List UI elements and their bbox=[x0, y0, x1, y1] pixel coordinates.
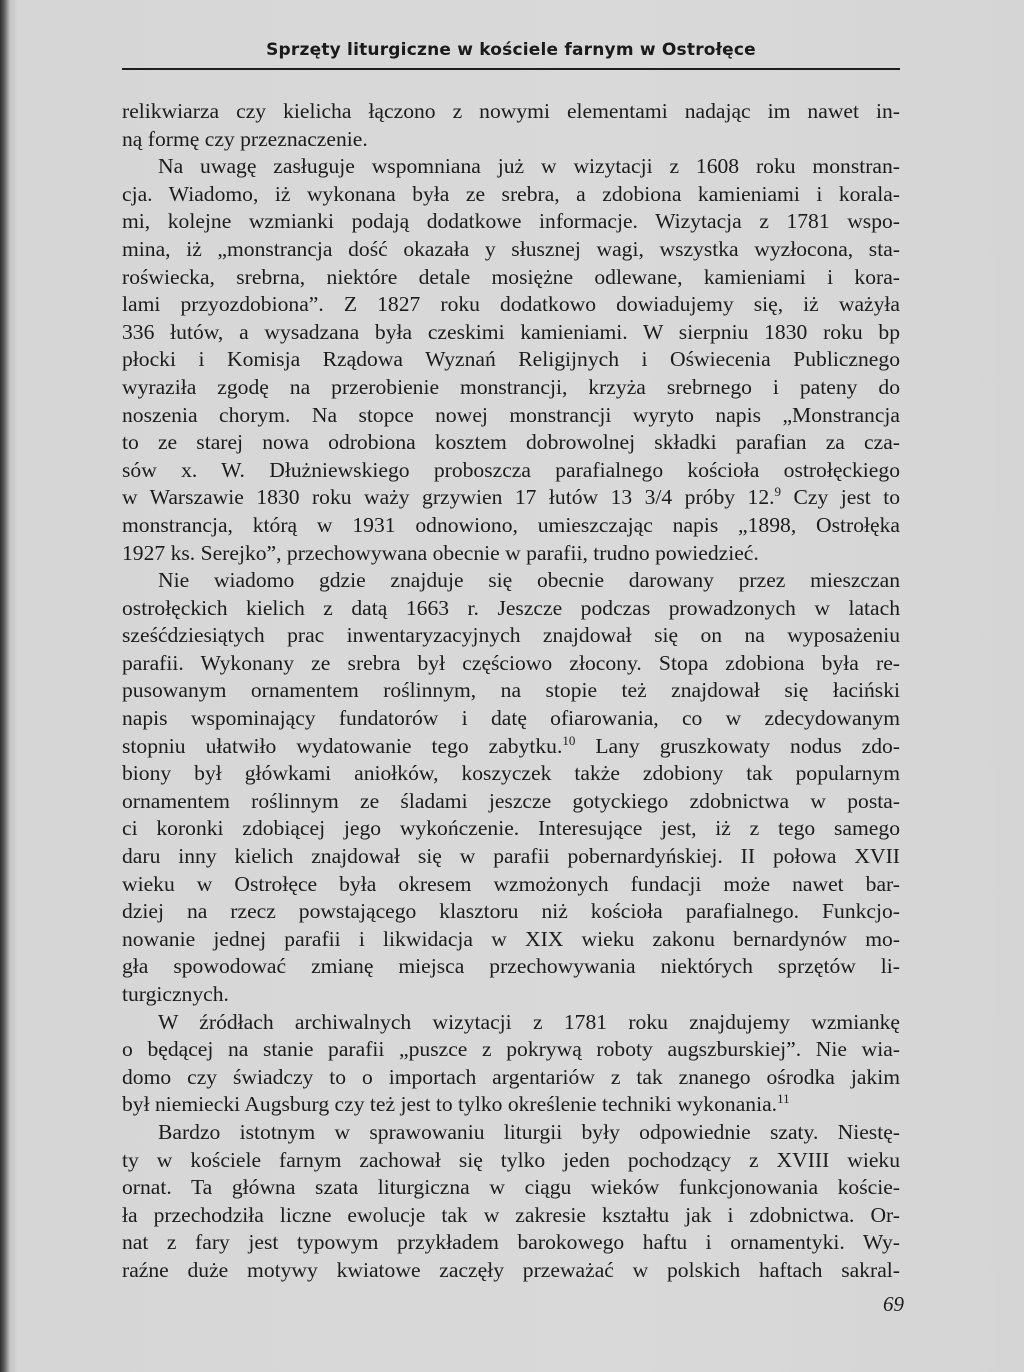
text-line bbox=[122, 264, 900, 292]
footnote-ref: 11 bbox=[777, 1091, 790, 1107]
line-text: ornamentem roślinnym ze śladami jeszcze gotyckiego zdobnictwa w posta- bbox=[122, 788, 900, 813]
text-line bbox=[122, 1036, 900, 1064]
line-text: ła przechodziła liczne ewolucje tak w zakresie kształtu jak i zdobnictwa. Or- bbox=[122, 1202, 900, 1227]
footnote-ref: 10 bbox=[562, 732, 576, 748]
line-text: daru inny kielich znajdował się w parafii pobernardyńskiej. II połowa XVII bbox=[122, 844, 900, 869]
text-line bbox=[122, 953, 900, 981]
text-line bbox=[122, 926, 900, 954]
line-text: ną formę czy przeznaczenie. bbox=[122, 126, 368, 151]
text-line bbox=[122, 429, 900, 457]
text-line bbox=[122, 1202, 900, 1230]
line-text: mina, iż „monstrancja dość okazała y słusznej wagi, wszystka wyzłocona, sta- bbox=[122, 236, 900, 261]
line-text: Na uwagę zasługuje wspomniana już w wizytacji z 1608 roku monstran- bbox=[158, 154, 900, 179]
line-text: nat z fary jest typowym przykładem barokowego haftu i ornamentyki. Wy- bbox=[122, 1230, 900, 1255]
line-text: ci koronki zdobiącej jego wykończenie. Interesujące jest, iż z tego samego bbox=[122, 816, 900, 841]
line-text: 336 łutów, a wysadzana była czeskimi kamieniami. W sierpniu 1830 roku bp bbox=[122, 319, 900, 344]
text-line bbox=[122, 733, 900, 761]
text-line bbox=[122, 291, 900, 319]
text-line bbox=[122, 1147, 900, 1175]
text-line bbox=[122, 981, 900, 1009]
line-text: 1927 ks. Serejko”, przechowywana obecnie w parafii, trudno powiedzieć. bbox=[122, 540, 759, 565]
line-text: parafii. Wykonany ze srebra był częściowo złocony. Stopa zdobiona była re- bbox=[122, 650, 900, 675]
line-text: to ze starej nowa odrobiona kosztem dobrowolnej składki parafian za cza- bbox=[122, 430, 900, 455]
text-line bbox=[122, 402, 900, 430]
text-line bbox=[122, 457, 900, 485]
text-line bbox=[122, 898, 900, 926]
line-text: pusowanym ornamentem roślinnym, na stopie też znajdował się łaciński bbox=[122, 678, 900, 703]
page-number: 69 bbox=[883, 1292, 904, 1316]
text-line bbox=[122, 484, 900, 512]
line-text: lami przyozdobiona”. Z 1827 roku dodatkowo dowiadujemy się, iż ważyła bbox=[122, 292, 900, 317]
line-text: płocki i Komisja Rządowa Wyznań Religijnych i Oświecenia Publicznego bbox=[122, 347, 900, 372]
line-text: monstrancja, którą w 1931 odnowiono, umieszczając napis „1898, Ostrołęka bbox=[122, 512, 900, 537]
text-line bbox=[122, 540, 900, 568]
text-line bbox=[122, 650, 900, 678]
line-text-continued: Czy jest to bbox=[781, 485, 900, 510]
text-line bbox=[122, 871, 900, 899]
text-line bbox=[122, 1091, 900, 1119]
text-line bbox=[122, 1257, 900, 1285]
line-text: dziej na rzecz powstającego klasztoru niż kościoła parafialnego. Funkcjo- bbox=[122, 899, 900, 924]
text-line bbox=[122, 319, 900, 347]
line-text: gła spowodować zmianę miejsca przechowywania niektórych sprzętów li- bbox=[122, 954, 900, 979]
text-line bbox=[122, 98, 900, 126]
line-text: ostrołęckich kielich z datą 1663 r. Jeszcze podczas prowadzonych w latach bbox=[122, 595, 900, 620]
line-text: ornat. Ta główna szata liturgiczna w ciągu wieków funkcjonowania koście- bbox=[122, 1175, 900, 1200]
text-line bbox=[122, 126, 900, 154]
text-line bbox=[122, 1119, 900, 1147]
running-header: Sprzęty liturgiczne w kościele farnym w Ostrołęce bbox=[266, 40, 756, 60]
text-line bbox=[122, 815, 900, 843]
line-text: Bardzo istotnym w sprawowaniu liturgii były odpowiednie szaty. Niestę- bbox=[158, 1119, 900, 1144]
line-text: domo czy świadczy to o importach argentariów z tak znanego ośrodka jakim bbox=[122, 1064, 900, 1089]
line-text: mi, kolejne wzmianki podają dodatkowe informacje. Wizytacja z 1781 wspo- bbox=[122, 209, 900, 234]
line-text: w Warszawie 1830 roku waży grzywien 17 łutów 13 3/4 próby 12. bbox=[122, 485, 775, 510]
line-text: napis wspominający fundatorów i datę ofiarowania, co w zdecydowanym bbox=[122, 706, 900, 731]
line-text: noszenia chorym. Na stopce nowej monstrancji wyryto napis „Monstrancja bbox=[122, 402, 900, 427]
line-text: sześćdziesiątych prac inwentaryzacyjnych znajdował się on na wyposażeniu bbox=[122, 623, 900, 648]
text-line bbox=[122, 843, 900, 871]
line-text: biony był główkami aniołków, koszyczek także zdobiony tak popularnym bbox=[122, 761, 900, 786]
line-text: był niemiecki Augsburg czy też jest to tylko określenie techniki wykonania. bbox=[122, 1092, 778, 1117]
body-text bbox=[122, 98, 900, 1285]
line-text: turgicznych. bbox=[122, 982, 229, 1006]
line-text: nowanie jednej parafii i likwidacja w XIX wieku zakonu bernardynów mo- bbox=[122, 926, 900, 951]
text-line bbox=[122, 1229, 900, 1257]
line-text: relikwiarza czy kielicha łączono z nowymi elementami nadając im nawet in- bbox=[122, 99, 900, 123]
text-line bbox=[122, 512, 900, 540]
text-line bbox=[122, 1064, 900, 1092]
line-text: wyraziła zgodę na przerobienie monstrancji, krzyża srebrnego i pateny do bbox=[122, 374, 900, 399]
text-line bbox=[122, 346, 900, 374]
text-line bbox=[122, 705, 900, 733]
line-text: cja. Wiadomo, iż wykonana była ze srebra, a zdobiona kamieniami i korala- bbox=[122, 181, 900, 206]
text-line bbox=[122, 567, 900, 595]
text-line bbox=[122, 181, 900, 209]
line-text: W źródłach archiwalnych wizytacji z 1781 roku znajdujemy wzmiankę bbox=[158, 1009, 900, 1034]
text-line bbox=[122, 760, 900, 788]
text-line bbox=[122, 788, 900, 816]
line-text: roświecka, srebrna, niektóre detale mosiężne odlewane, kamieniami i kora- bbox=[122, 264, 900, 289]
line-text: raźne duże motywy kwiatowe zaczęły przeważać w polskich haftach sakral- bbox=[122, 1257, 900, 1282]
line-text: stopniu ułatwiło wydatowanie tego zabytku. bbox=[122, 733, 563, 758]
text-line bbox=[122, 622, 900, 650]
line-text: o będącej na stanie parafii „puszce z pokrywą roboty augszburskiej”. Nie wia- bbox=[122, 1037, 900, 1062]
text-line bbox=[122, 1009, 900, 1037]
text-line bbox=[122, 208, 900, 236]
text-line bbox=[122, 1174, 900, 1202]
line-text-continued: Lany gruszkowaty nodus zdo- bbox=[575, 733, 900, 758]
text-line bbox=[122, 595, 900, 623]
line-text: ty w kościele farnym zachował się tylko jeden pochodzący z XVIII wieku bbox=[122, 1147, 900, 1172]
text-line bbox=[122, 677, 900, 705]
header-rule bbox=[122, 68, 900, 70]
line-text: sów x. W. Dłużniewskiego proboszcza parafialnego kościoła ostrołęckiego bbox=[122, 457, 900, 482]
text-line bbox=[122, 236, 900, 264]
line-text: Nie wiadomo gdzie znajduje się obecnie darowany przez mieszczan bbox=[158, 568, 900, 593]
footnote-ref: 9 bbox=[774, 484, 782, 500]
text-line bbox=[122, 153, 900, 181]
line-text: wieku w Ostrołęce była okresem wzmożonych fundacji może nawet bar- bbox=[122, 871, 900, 896]
text-line bbox=[122, 374, 900, 402]
